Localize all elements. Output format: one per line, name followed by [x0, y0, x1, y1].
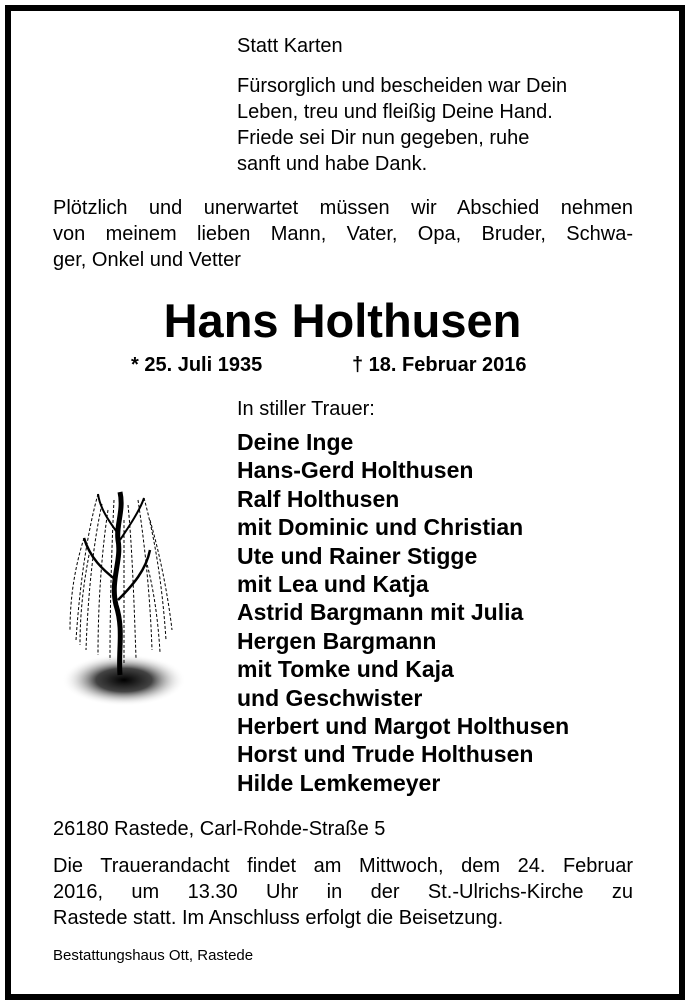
mourner: mit Tomke und Kaja: [237, 656, 454, 683]
mourner: Astrid Bargmann mit Julia: [237, 599, 524, 626]
intro-line: von meinem lieben Mann, Vater, Opa, Bruder, Schwa-: [53, 223, 633, 245]
mourners-list: [237, 428, 569, 797]
service-line: Rastede statt. Im Anschluss erfolgt die Beisetzung.: [53, 907, 504, 929]
mourner: Herbert und Margot Holthusen: [237, 713, 570, 740]
service-line: 2016, um 13.30 Uhr in der St.-Ulrichs-Kirche zu: [53, 881, 633, 903]
verse-line: Leben, treu und fleißig Deine Hand.: [237, 101, 553, 123]
mourner: Ralf Holthusen: [237, 485, 400, 512]
funeral-home: Bestattungshaus Ott, Rastede: [53, 947, 254, 964]
death-date: † 18. Februar 2016: [352, 354, 527, 376]
service-line: Die Trauerandacht findet am Mittwoch, dem 24. Februar: [53, 855, 633, 877]
intro-line: Plötzlich und unerwartet müssen wir Abschied nehmen: [53, 197, 633, 219]
birth-date: * 25. Juli 1935: [131, 354, 263, 376]
verse-line: Fürsorglich und bescheiden war Dein: [237, 75, 568, 97]
deceased-name: Hans Holthusen: [163, 294, 522, 347]
verse-line: sanft und habe Dank.: [237, 153, 428, 175]
mourner: und Geschwister: [237, 684, 423, 711]
mourner: Horst und Trude Holthusen: [237, 741, 534, 768]
mourner: mit Dominic und Christian: [237, 514, 524, 541]
statt-karten: Statt Karten: [237, 35, 343, 57]
mourner: Hans-Gerd Holthusen: [237, 457, 474, 484]
address: 26180 Rastede, Carl-Rohde-Straße 5: [53, 818, 386, 840]
intro-text: [53, 195, 633, 273]
mourner: Hergen Bargmann: [237, 627, 437, 654]
mourning-label: In stiller Trauer:: [237, 398, 375, 420]
verse: [237, 73, 567, 177]
mourner: mit Lea und Katja: [237, 571, 429, 598]
mourner: Hilde Lemkemeyer: [237, 769, 441, 796]
intro-line: ger, Onkel und Vetter: [53, 249, 241, 271]
weeping-willow-icon: [58, 480, 188, 710]
mourner: Deine Inge: [237, 429, 354, 455]
mourner: Ute und Rainer Stigge: [237, 542, 478, 569]
service-info: [53, 853, 633, 931]
verse-line: Friede sei Dir nun gegeben, ruhe: [237, 127, 530, 149]
